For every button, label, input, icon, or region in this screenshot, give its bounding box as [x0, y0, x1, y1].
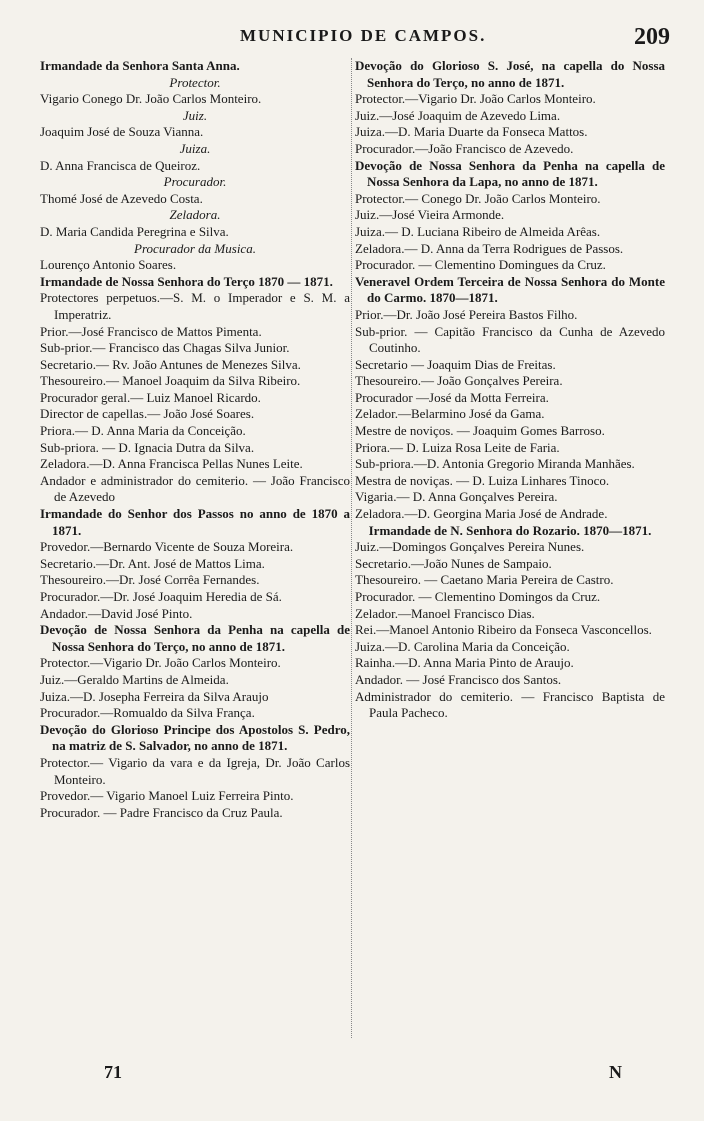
- list-item: Juiz.—José Vieira Armonde.: [355, 207, 505, 223]
- list-item: Thesoureiro.— João Gonçalves Pereira.: [355, 373, 563, 389]
- list-item: Sub-priora. — D. Ignacia Dutra da Silva.: [40, 439, 255, 455]
- list-item: Andador. — José Francisco dos Santos.: [355, 671, 562, 687]
- list-item: Thesoureiro.—Dr. José Corrêa Fernandes.: [40, 572, 260, 588]
- list-item: Zeladora.— D. Anna da Terra Rodrigues de Passos.: [355, 240, 624, 256]
- list-item: Rainha.—D. Anna Maria Pinto de Araujo.: [355, 655, 574, 671]
- role-label: Procurador.: [163, 174, 227, 190]
- signature-number: 71: [104, 1062, 122, 1082]
- list-item: Rei.—Manoel Antonio Ribeiro da Fonseca Vasconcellos.: [355, 622, 652, 638]
- list-item: Juiz.—Geraldo Martins de Almeida.: [40, 671, 229, 687]
- page-footer: [40, 1062, 670, 1086]
- right-column: [355, 58, 665, 722]
- list-item: Sub-prior. — Capitão Francisco da Cunha de Azevedo Coutinho.: [355, 323, 665, 356]
- list-item: Zelador.—Manoel Francisco Dias.: [355, 605, 535, 621]
- list-item: Juiza.—D. Josepha Ferreira da Silva Araujo: [40, 688, 269, 704]
- list-item: Procurador. — Padre Francisco da Cruz Paula.: [40, 804, 283, 820]
- list-item: D. Maria Candida Peregrina e Silva.: [40, 223, 229, 239]
- section-heading: Irmandade do Senhor dos Passos no anno de 1870 a 1871.: [40, 506, 350, 538]
- section-heading: Devoção do Glorioso S. José, na capella do Nossa Senhora do Terço, no anno de 1871.: [355, 58, 665, 90]
- role-label: Zeladora.: [169, 207, 221, 223]
- list-item: Procurador.—Romualdo da Silva França.: [40, 705, 255, 721]
- page-header: [40, 24, 670, 52]
- list-item: Zelador.—Belarmino José da Gama.: [355, 406, 545, 422]
- list-item: Lourenço Antonio Soares.: [40, 257, 177, 273]
- list-item: Juiz.—Domingos Gonçalves Pereira Nunes.: [355, 539, 585, 555]
- section-heading: Irmandade de N. Senhora do Rozario. 1870—1871.: [368, 522, 652, 538]
- left-column: [40, 58, 350, 821]
- list-item: Mestra de noviças. — D. Luiza Linhares Tinoco.: [355, 472, 610, 488]
- list-item: Mestre de noviços. — Joaquim Gomes Barroso.: [355, 423, 605, 439]
- list-item: Prior.—José Francisco de Mattos Pimenta.: [40, 323, 262, 339]
- list-item: Thesoureiro.— Manoel Joaquim da Silva Ribeiro.: [40, 373, 301, 389]
- page-number: 209: [634, 24, 670, 50]
- list-item: Secretario — Joaquim Dias de Freitas.: [355, 356, 556, 372]
- list-item: Protector.—Vigario Dr. João Carlos Monteiro.: [40, 655, 281, 671]
- section-heading: Devoção de Nossa Senhora da Penha na capella de Nossa Senhora do Terço, no anno de 1871.: [40, 622, 350, 654]
- signature-mark: N: [609, 1062, 622, 1082]
- list-item: Joaquim José de Souza Vianna.: [40, 124, 204, 140]
- list-item: Andador e administrador do cemiterio. — João Francisco de Azevedo: [40, 472, 350, 505]
- list-item: Director de capellas.— João José Soares.: [40, 406, 255, 422]
- list-item: Secretario.—João Nunes de Sampaio.: [355, 555, 552, 571]
- list-item: Procurador. — Clementino Domingues da Cruz.: [355, 257, 606, 273]
- list-item: Administrador do cemiterio. — Francisco Baptista de Paula Pacheco.: [355, 688, 665, 721]
- list-item: Provedor.—Bernardo Vicente de Souza Moreira.: [40, 539, 294, 555]
- section-heading: Veneravel Ordem Terceira de Nossa Senhora do Monte do Carmo. 1870—1871.: [355, 273, 665, 306]
- list-item: Procurador geral.— Luiz Manoel Ricardo.: [40, 389, 261, 405]
- list-item: Juiza.—D. Carolina Maria da Conceição.: [355, 638, 570, 654]
- list-item: Zeladora.—D. Anna Francisca Pellas Nunes Leite.: [40, 456, 303, 472]
- role-label: Juiz.: [182, 107, 208, 123]
- list-item: Procurador. — Clementino Domingos da Cruz.: [355, 589, 601, 604]
- list-item: Procurador.—Dr. José Joaquim Heredia de Sá.: [40, 589, 282, 604]
- list-item: Protector.— Conego Dr. João Carlos Monteiro.: [355, 190, 601, 206]
- list-item: Protectores perpetuos.—S. M. o Imperador e S. M. a Imperatriz.: [40, 290, 350, 322]
- list-item: Sub-prior.— Francisco das Chagas Silva Junior.: [40, 340, 290, 356]
- section-heading: Irmandade de Nossa Senhora do Terço 1870 — 1871.: [40, 273, 333, 289]
- list-item: Priora.— D. Luiza Rosa Leite de Faria.: [355, 439, 560, 455]
- list-item: Juiza.—D. Maria Duarte da Fonseca Mattos.: [355, 124, 588, 140]
- list-item: Priora.— D. Anna Maria da Conceição.: [40, 423, 246, 439]
- list-item: Juiz.—José Joaquim de Azevedo Lima.: [355, 107, 561, 123]
- list-item: Procurador —José da Motta Ferreira.: [355, 389, 549, 405]
- list-item: Protector.— Vigario da vara e da Igreja, Dr. João Carlos Monteiro.: [40, 754, 350, 787]
- list-item: D. Anna Francisca de Queiroz.: [40, 157, 201, 173]
- list-item: Vigaria.— D. Anna Gonçalves Pereira.: [355, 489, 558, 505]
- role-label: Juiza.: [179, 140, 211, 156]
- list-item: Protector.—Vigario Dr. João Carlos Monteiro.: [355, 91, 596, 107]
- list-item: Provedor.— Vigario Manoel Luiz Ferreira Pinto.: [40, 788, 294, 804]
- list-item: Andador.—David José Pinto.: [40, 605, 193, 621]
- list-item: Sub-priora.—D. Antonia Gregorio Miranda Manhães.: [355, 456, 635, 472]
- column-divider: [351, 58, 353, 1038]
- role-label: Protector.: [169, 74, 221, 90]
- section-heading: Irmandade da Senhora Santa Anna.: [40, 58, 240, 73]
- list-item: Secretario.—Dr. Ant. José de Mattos Lima.: [40, 555, 265, 571]
- list-item: Vigario Conego Dr. João Carlos Monteiro.: [40, 91, 262, 107]
- list-item: Prior.—Dr. João José Pereira Bastos Filho.: [355, 306, 578, 322]
- list-item: Juiza.— D. Luciana Ribeiro de Almeida Arêas.: [355, 223, 601, 239]
- list-item: Thomé José de Azevedo Costa.: [40, 190, 203, 206]
- section-heading: Devoção do Glorioso Principe dos Apostolos S. Pedro, na matriz de S. Salvador, no anno de 1871.: [40, 721, 350, 754]
- list-item: Procurador.—João Francisco de Azevedo.: [355, 140, 574, 156]
- role-label: Procurador da Musica.: [134, 240, 256, 256]
- section-heading: Devoção de Nossa Senhora da Penha na capella de Nossa Senhora da Lapa, no anno de 1871.: [355, 157, 665, 190]
- running-title: MUNICIPIO DE CAMPOS.: [240, 26, 487, 45]
- list-item: Secretario.— Rv. João Antunes de Menezes Silva.: [40, 356, 301, 372]
- list-item: Zeladora.—D. Georgina Maria José de Andrade.: [355, 506, 608, 522]
- list-item: Thesoureiro. — Caetano Maria Pereira de Castro.: [355, 572, 614, 588]
